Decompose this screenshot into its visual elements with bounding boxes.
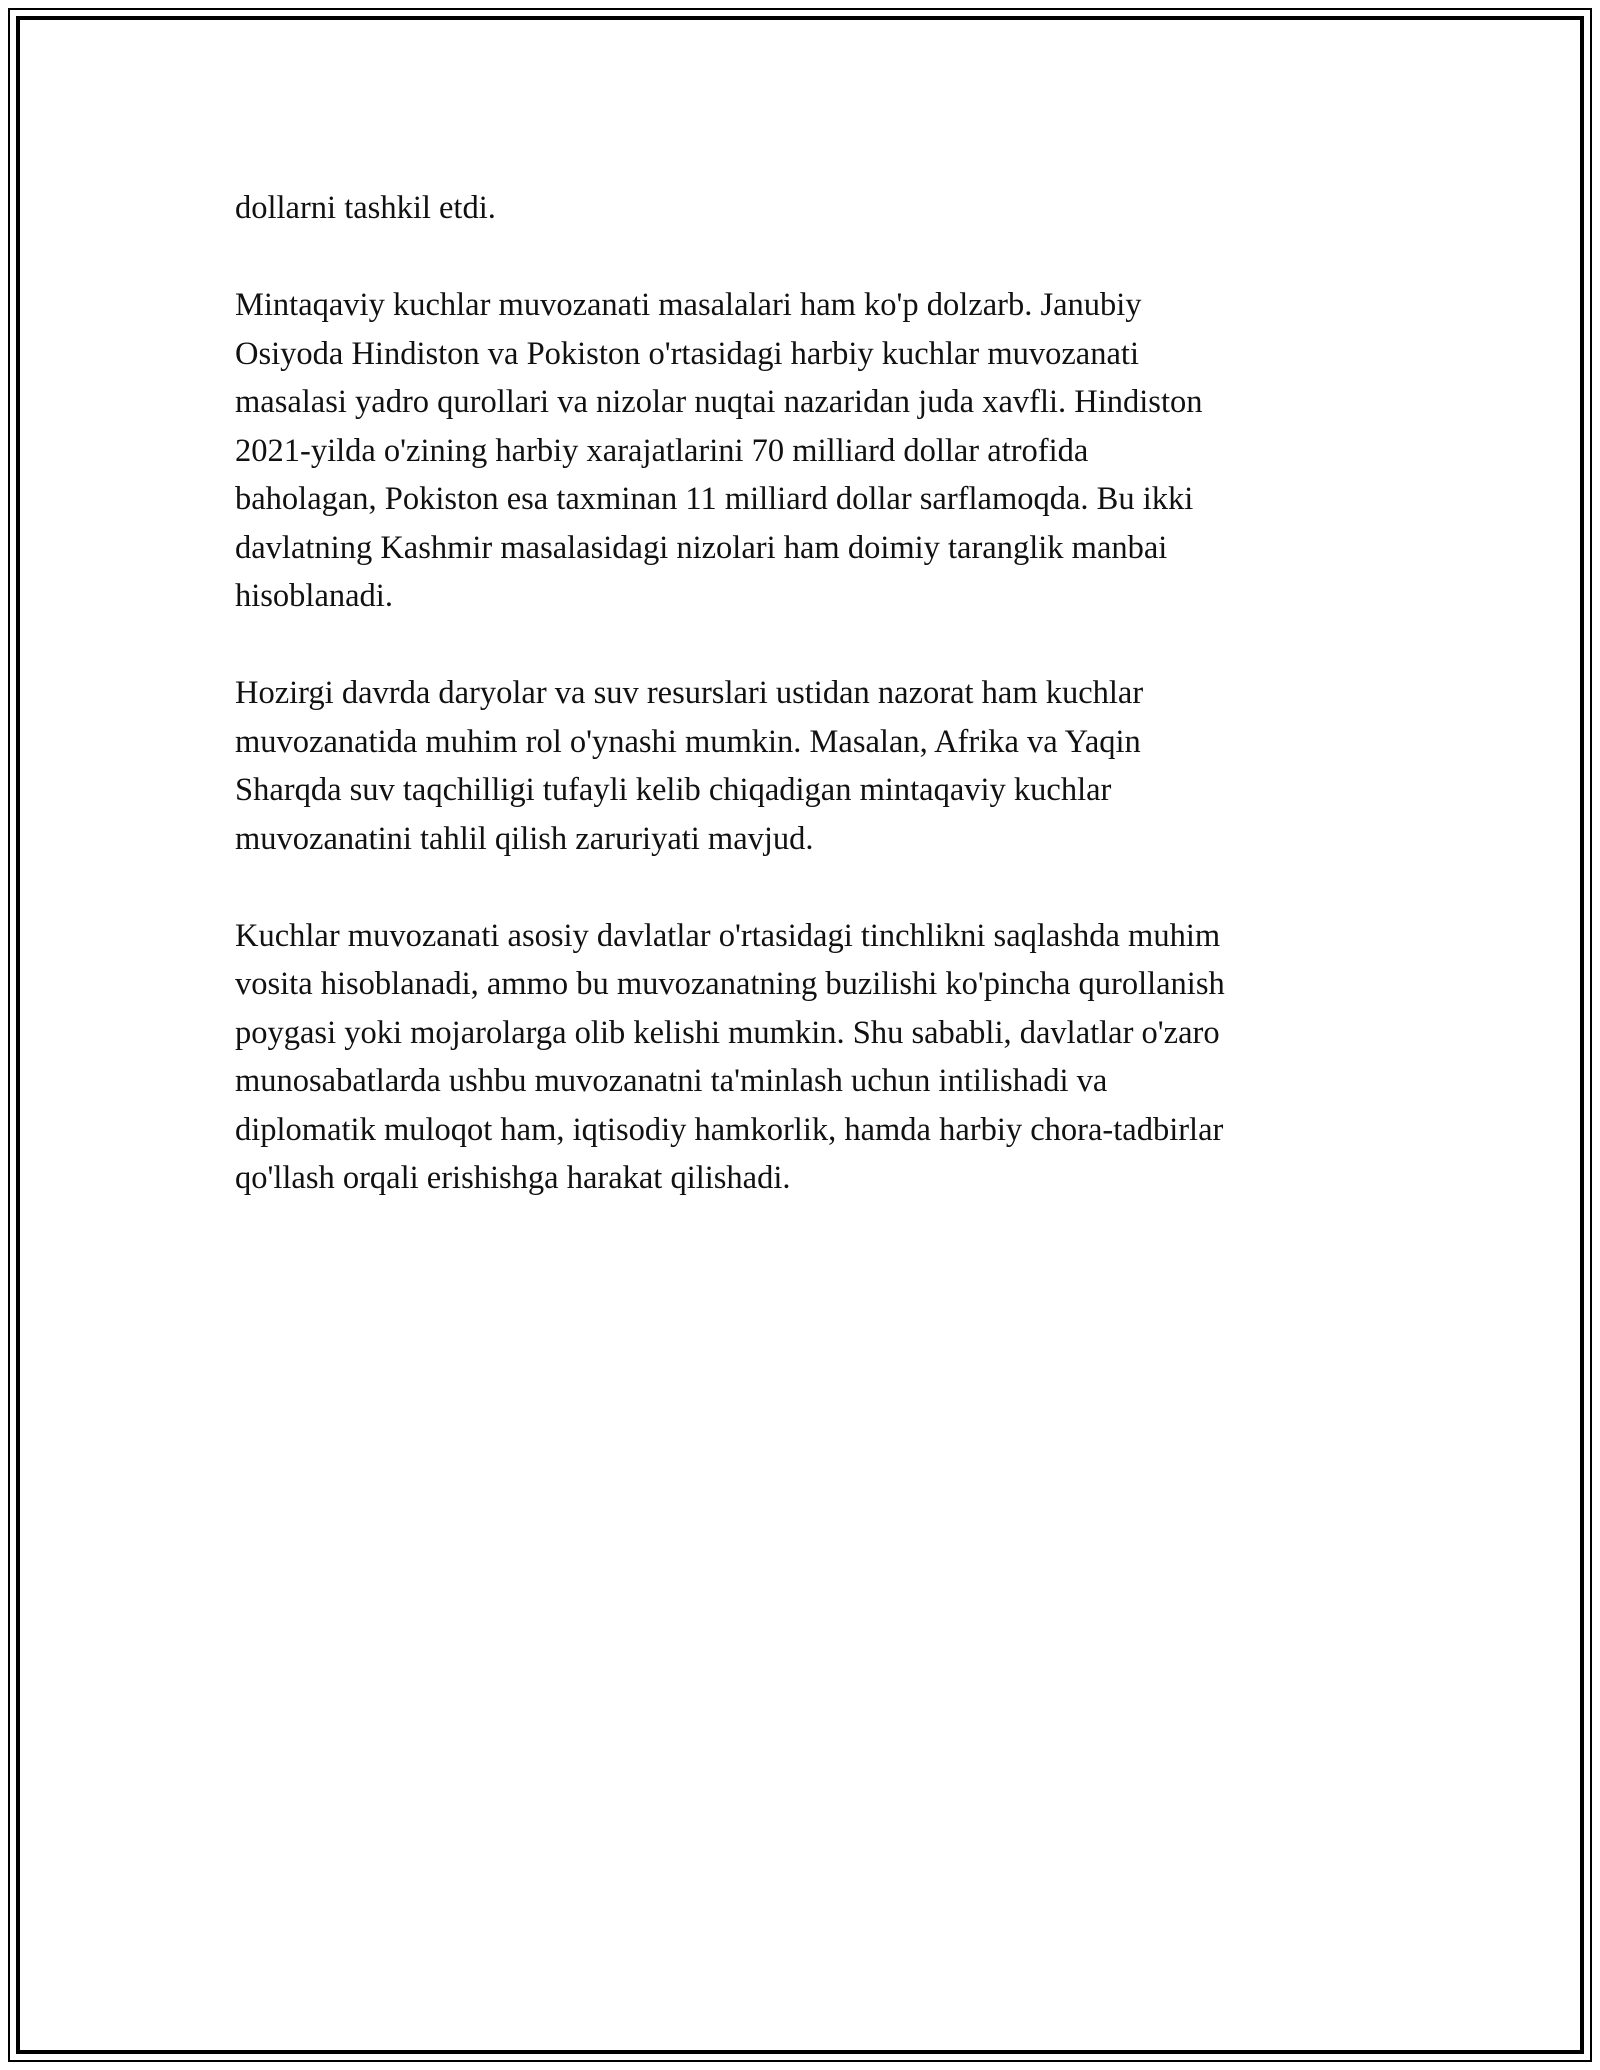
paragraph-water-resources: Hozirgi davrda daryolar va suv resurslari ustidan nazorat ham kuchlar muvozanatida muhim rol o'ynashi mumkin. Masalan, Afrika va Yaqin Sharqda suv taqchilligi tufayli kelib chiqadigan mintaqaviy kuchlar muvozanatini tahlil qilish zaruriyati mavjud. — [235, 675, 1144, 857]
paragraph-continuation: dollarni tashkil etdi. — [235, 190, 496, 226]
paragraph-conclusion: Kuchlar muvozanati asosiy davlatlar o'rtasidagi tinchlikni saqlashda muhim vosita hisoblanadi, ammo bu muvozanatning buzilishi ko'pincha qurollanish poygasi yoki mojarolarga olib kelishi mumkin. Shu sababli, davlatlar o'zaro munosabatlarda ushbu muvozanatni ta'minlash uchun intilishadi va diplomatik muloqot ham, iqtisodiy hamkorlik, hamda harbiy chora-tadbirlar qo'llash orqali erishishga harakat qilishadi. — [235, 917, 1225, 1196]
page-body — [235, 184, 1365, 1251]
paragraph-regional-balance: Mintaqaviy kuchlar muvozanati masalalari ham ko'p dolzarb. Janubiy Osiyoda Hindiston va Pokiston o'rtasidagi harbiy kuchlar muvozanati masalasi yadro qurollari va nizolar nuqtai nazaridan juda xavfli. Hindiston 2021-yilda o'zining harbiy xarajatlarini 70 milliard dollar atrofida baholagan, Pokiston esa taxminan 11 milliard dollar sarflamoqda. Bu ikki davlatning Kashmir masalasidagi nizolari ham doimiy taranglik manbai hisoblanadi. — [235, 287, 1203, 614]
